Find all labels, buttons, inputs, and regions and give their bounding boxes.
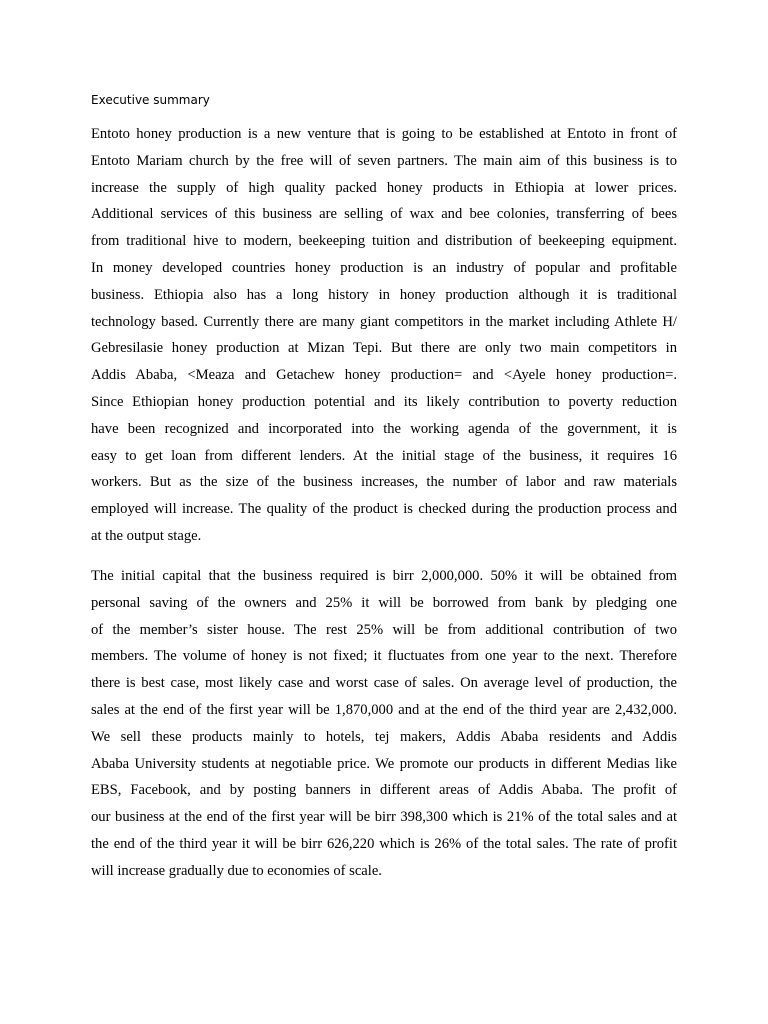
text-line: our business at the end of the first year will be birr 398,300 which is 21% of the total sales and at — [91, 809, 677, 826]
text-line: Addis Ababa, <Meaza and Getachew honey production= and <Ayele honey production=. — [91, 367, 677, 384]
paragraph-overview — [91, 121, 677, 550]
text-line: increase the supply of high quality packed honey products in Ethiopia at lower prices. — [91, 179, 677, 196]
text-line: the end of the third year it will be birr 626,220 which is 26% of the total sales. The rate of profit — [91, 835, 677, 852]
text-line: of the member’s sister house. The rest 25% will be from additional contribution of two — [91, 621, 677, 638]
text-line: workers. But as the size of the business increases, the number of labor and raw materials — [91, 474, 677, 491]
section-heading: Executive summary — [91, 93, 210, 107]
text-line: Entoto honey production is a new venture that is going to be established at Entoto in front of — [91, 126, 677, 142]
text-line: at the output stage. — [91, 527, 202, 544]
text-line: Since Ethiopian honey production potential and its likely contribution to poverty reduction — [91, 393, 677, 410]
text-line: business. Ethiopia also has a long history in honey production although it is traditional — [91, 286, 677, 303]
text-line: EBS, Facebook, and by posting banners in different areas of Addis Ababa. The profit of — [91, 782, 677, 799]
text-line: personal saving of the owners and 25% it will be borrowed from bank by pledging one — [91, 594, 677, 611]
text-line: have been recognized and incorporated into the working agenda of the government, it is — [91, 420, 677, 437]
text-line: members. The volume of honey is not fixed; it fluctuates from one year to the next. Therefore — [91, 648, 677, 665]
text-line: employed will increase. The quality of the product is checked during the production process and — [91, 501, 677, 518]
text-line: from traditional hive to modern, beekeeping tuition and distribution of beekeeping equipment. — [91, 233, 677, 250]
text-line: will increase gradually due to economies of scale. — [91, 862, 382, 879]
text-line: Entoto Mariam church by the free will of seven partners. The main aim of this business is to — [91, 152, 677, 169]
text-line: there is best case, most likely case and worst case of sales. On average level of production, the — [91, 675, 677, 692]
text-line: Additional services of this business are selling of wax and bee colonies, transferring of bees — [91, 206, 677, 223]
text-line: Ababa University students at negotiable price. We promote our products in different Medias like — [91, 755, 677, 772]
text-line: In money developed countries honey production is an industry of popular and profitable — [91, 259, 677, 276]
text-line: We sell these products mainly to hotels, tej makers, Addis Ababa residents and Addis — [91, 728, 677, 745]
text-line: technology based. Currently there are many giant competitors in the market including Athlete H/ — [91, 313, 677, 330]
text-line: The initial capital that the business required is birr 2,000,000. 50% it will be obtained from — [91, 568, 677, 584]
text-line: easy to get loan from different lenders. At the initial stage of the business, it requires 16 — [91, 447, 677, 464]
text-line: sales at the end of the first year will be 1,870,000 and at the end of the third year are 2,432,000. — [91, 701, 677, 718]
paragraph-financials — [91, 563, 677, 885]
text-line: Gebresilasie honey production at Mizan Tepi. But there are only two main competitors in — [91, 340, 677, 357]
